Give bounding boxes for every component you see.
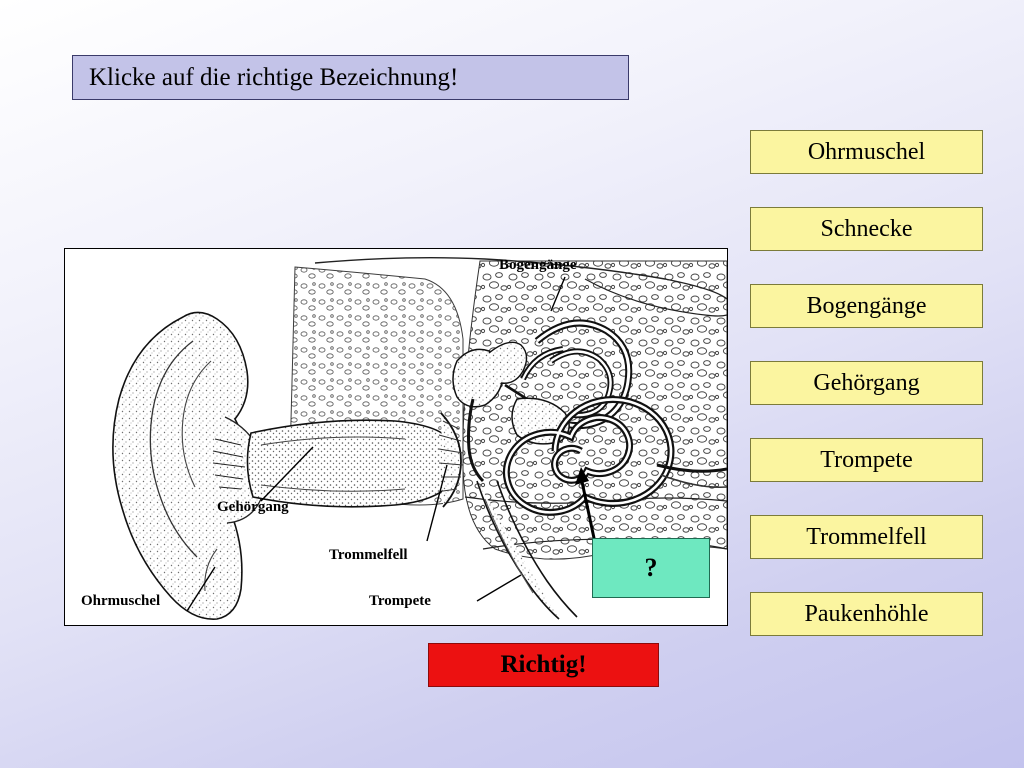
answer-label-schnecke: Schnecke (820, 215, 913, 242)
answer-options-list (750, 130, 983, 636)
answer-label-gehoergang: Gehörgang (813, 369, 920, 396)
answer-label-trommelfell: Trommelfell (806, 523, 927, 550)
diagram-label-trompete: Trompete (369, 593, 431, 609)
answer-button-paukenhoehle[interactable] (750, 592, 983, 636)
answer-button-ohrmuschel[interactable] (750, 130, 983, 174)
feedback-banner[interactable] (428, 643, 659, 687)
answer-label-paukenhoehle: Paukenhöhle (804, 600, 929, 627)
diagram-label-gehoergang: Gehörgang (217, 499, 289, 515)
instruction-banner (72, 55, 629, 100)
instruction-text: Klicke auf die richtige Bezeichnung! (89, 63, 459, 91)
diagram-label-bogengaenge: Bogengänge (499, 257, 577, 273)
question-marker-box[interactable] (592, 538, 710, 598)
diagram-label-ohrmuschel: Ohrmuschel (81, 593, 161, 609)
answer-button-bogengaenge[interactable] (750, 284, 983, 328)
feedback-text: Richtig! (500, 651, 587, 678)
answer-button-trommelfell[interactable] (750, 515, 983, 559)
question-mark-text: ? (644, 553, 658, 582)
answer-label-trompete: Trompete (820, 446, 913, 473)
answer-label-bogengaenge: Bogengänge (806, 292, 927, 319)
answer-button-schnecke[interactable] (750, 207, 983, 251)
answer-label-ohrmuschel: Ohrmuschel (807, 138, 926, 165)
diagram-label-trommelfell: Trommelfell (329, 547, 408, 563)
answer-button-trompete[interactable] (750, 438, 983, 482)
answer-button-gehoergang[interactable] (750, 361, 983, 405)
